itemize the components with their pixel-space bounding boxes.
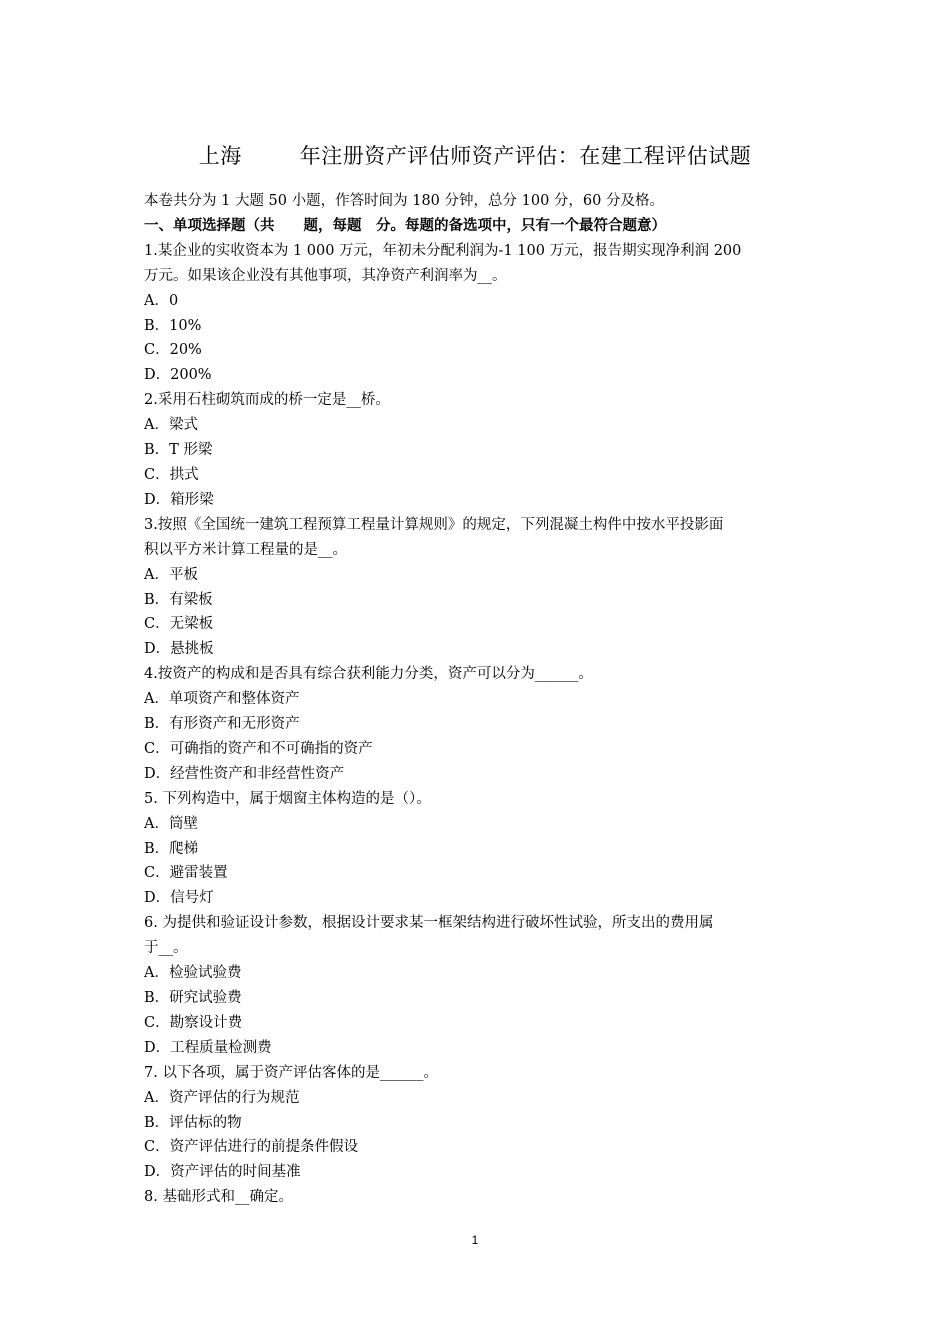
option-b: B．研究试验费 (144, 990, 242, 1006)
option-b: B．有形资产和无形资产 (144, 716, 300, 733)
option-a: A．筒壁 (144, 815, 198, 832)
option-c: C．拱式 (144, 466, 199, 483)
option-a: A．资产评估的行为规范 (144, 1089, 300, 1106)
question-3 (144, 513, 812, 662)
option-d: D．资产评估的时间基准 (144, 1164, 301, 1181)
question-stem-line: 7. 以下各项，属于资产评估客体的是______。 (144, 1064, 438, 1081)
option-a: A．0 (144, 292, 179, 309)
question-5 (144, 787, 812, 912)
page-title (0, 140, 950, 170)
question-1 (144, 239, 812, 388)
option-d: D．工程质量检测费 (144, 1039, 272, 1056)
question-stem-line: 4.按资产的构成和是否具有综合获利能力分类，资产可以分为______。 (144, 666, 593, 683)
option-b: B．有梁板 (144, 591, 213, 608)
option-c: C．可确指的资产和不可确指的资产 (144, 740, 373, 757)
section-heading: 一、单项选择题（共 题，每题 分。每题的备选项中，只有一个最符合题意） (144, 216, 666, 234)
option-d: D．信号灯 (144, 890, 214, 907)
option-a: A．梁式 (144, 417, 198, 434)
question-stem-line: 1.某企业的实收资本为 1 000 万元，年初未分配利润为-1 100 万元，报告期实现净利润 200 (144, 242, 742, 259)
option-c: C．避雷装置 (144, 865, 228, 882)
option-d: D．悬挑板 (144, 641, 214, 658)
question-stem-line: 8. 基础形式和__确定。 (144, 1189, 293, 1206)
option-b: B．评估标的物 (144, 1114, 242, 1131)
option-a: A．平板 (144, 566, 198, 583)
page-number: 1 (471, 1233, 479, 1247)
question-stem-line: 于__。 (144, 940, 188, 957)
option-b: B．T 形梁 (144, 442, 213, 459)
option-c: C．无梁板 (144, 616, 214, 633)
question-stem-line: 积以平方米计算工程量的是__。 (144, 541, 347, 558)
question-stem-line: 2.采用石柱砌筑而成的桥一定是__桥。 (144, 392, 390, 409)
option-d: D．经营性资产和非经营性资产 (144, 765, 345, 782)
question-stem-line: 6. 为提供和验证设计参数，根据设计要求某一框架结构进行破坏性试验，所支出的费用属 (144, 915, 714, 932)
question-stem-line: 3.按照《全国统一建筑工程预算工程量计算规则》的规定，下列混凝土构件中按水平投影面 (144, 516, 724, 533)
option-c: C．资产评估进行的前提条件假设 (144, 1139, 359, 1156)
question-6 (144, 911, 812, 1060)
title-part-1: 上海 (198, 144, 242, 168)
question-4 (144, 662, 812, 787)
document-body (144, 189, 812, 1210)
option-a: A．检验试验费 (144, 965, 242, 982)
option-b: B．爬梯 (144, 840, 199, 857)
question-7 (144, 1061, 812, 1186)
option-d: D．箱形梁 (144, 491, 214, 508)
question-2 (144, 388, 812, 513)
question-stem-line: 5. 下列构造中，属于烟窗主体构造的是（）。 (144, 790, 431, 807)
intro-text: 本卷共分为 1 大题 50 小题，作答时间为 180 分钟，总分 100 分，60 分及格。 (144, 193, 664, 209)
option-c: C．勘察设计费 (144, 1014, 243, 1031)
option-c: C．20% (144, 342, 202, 359)
question-8 (144, 1185, 812, 1210)
option-a: A．单项资产和整体资产 (144, 691, 300, 708)
option-d: D．200% (144, 367, 212, 384)
title-part-2: 年注册资产评估师资产评估：在建工程评估试题 (299, 144, 752, 168)
option-b: B．10% (144, 317, 202, 334)
question-stem-line: 万元。如果该企业没有其他事项，其净资产利润率为__。 (144, 267, 507, 284)
